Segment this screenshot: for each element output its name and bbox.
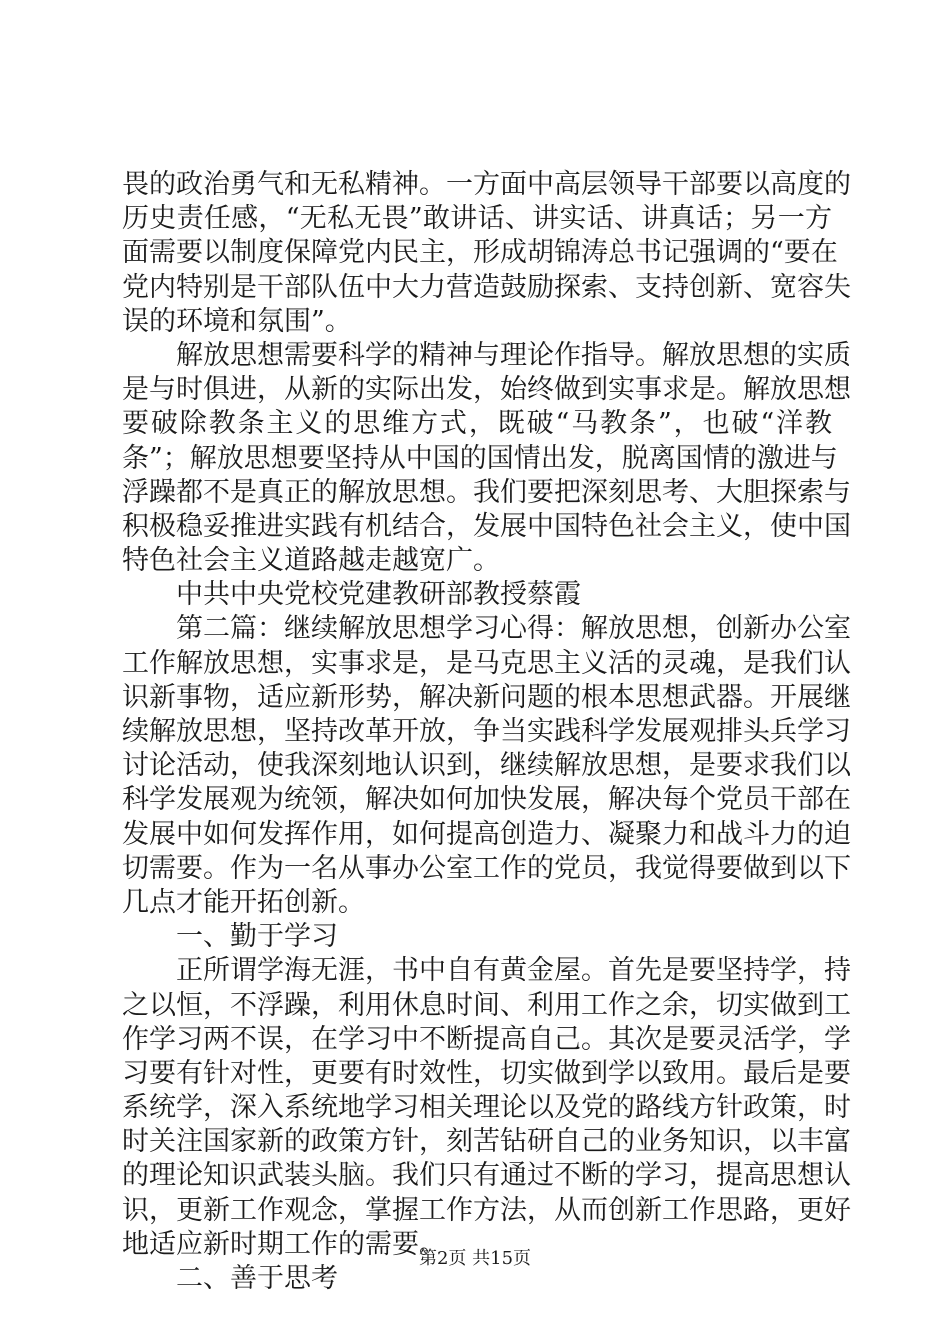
text-line: 一、勤于学习	[122, 921, 338, 953]
text-line: 误的环境和氛围”。	[122, 305, 352, 337]
text-line: 的理论知识武装头脑。我们只有通过不断的学习，提高思想认	[122, 1160, 851, 1192]
text-line: 畏的政治勇气和无私精神。一方面中高层领导干部要以高度的	[122, 169, 851, 200]
text-line: 切需要。作为一名从事办公室工作的党员，我觉得要做到以下	[122, 852, 851, 884]
text-line: 积极稳妥推进实践有机结合，发展中国特色社会主义，使中国	[122, 510, 851, 542]
text-line: 是与时俱进，从新的实际出发，始终做到实事求是。解放思想	[122, 374, 851, 406]
text-line: 识，更新工作观念，掌握工作方法，从而创新工作思路，更好	[122, 1194, 851, 1226]
text-line: 解放思想需要科学的精神与理论作指导。解放思想的实质	[122, 339, 851, 371]
text-line: 特色社会主义道路越走越宽广。	[122, 545, 500, 577]
text-line: 浮躁都不是真正的解放思想。我们要把深刻思考、大胆探索与	[122, 476, 851, 508]
text-line: 系统学，深入系统地学习相关理论以及党的路线方针政策，时	[122, 1092, 851, 1124]
text-line: 识新事物，适应新形势，解决新问题的根本思想武器。开展继	[122, 681, 851, 713]
text-line: 讨论活动，使我深刻地认识到，继续解放思想，是要求我们以	[122, 750, 851, 782]
text-line: 时关注国家新的政策方针，刻苦钻研自己的业务知识，以丰富	[122, 1126, 851, 1158]
text-line: 科学发展观为统领，解决如何加快发展，解决每个党员干部在	[122, 784, 851, 816]
text-line: 面需要以制度保障党内民主，形成胡锦涛总书记强调的“要在	[122, 237, 838, 269]
text-line: 要破除教条主义的思维方式，既破“马教条”，也破“洋教	[122, 408, 832, 440]
text-line: 习要有针对性，更要有时效性，切实做到学以致用。最后是要	[122, 1057, 851, 1089]
text-line: 中共中央党校党建教研部教授蔡霞	[122, 579, 581, 611]
text-line: 几点才能开拓创新。	[122, 886, 365, 918]
text-line: 历史责任感，“无私无畏”敢讲话、讲实话、讲真话；另一方	[122, 203, 832, 235]
text-line: 作学习两不误，在学习中不断提高自己。其次是要灵活学，学	[122, 1023, 851, 1055]
document-body	[122, 168, 851, 1296]
text-line: 地适应新时期工作的需要。	[122, 1228, 446, 1260]
text-line: 发展中如何发挥作用，如何提高创造力、凝聚力和战斗力的迫	[122, 818, 851, 850]
text-line: 党内特别是干部队伍中大力营造鼓励探索、支持创新、宽容失	[122, 271, 851, 303]
text-line: 条”；解放思想要坚持从中国的国情出发，脱离国情的激进与	[122, 442, 838, 474]
text-line: 之以恒，不浮躁，利用休息时间、利用工作之余，切实做到工	[122, 989, 851, 1021]
text-line: 正所谓学海无涯，书中自有黄金屋。首先是要坚持学，持	[122, 955, 851, 987]
text-line: 续解放思想，坚持改革开放，争当实践科学发展观排头兵学习	[122, 716, 851, 747]
text-line: 二、善于思考	[122, 1263, 338, 1294]
text-line: 工作解放思想，实事求是，是马克思主义活的灵魂，是我们认	[122, 647, 851, 679]
page-footer: 第2页 共15页	[418, 1248, 532, 1269]
text-line: 第二篇：继续解放思想学习心得：解放思想，创新办公室	[122, 613, 851, 645]
